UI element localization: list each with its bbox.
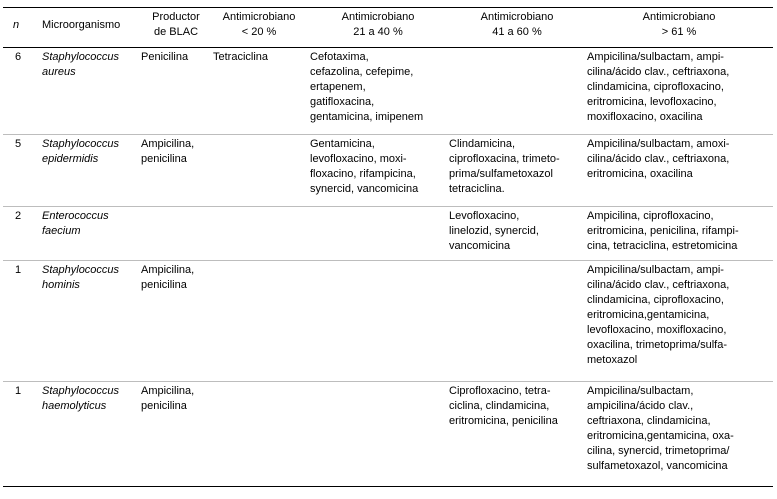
cell-producer: Penicilina	[141, 51, 189, 63]
header-anti-gt61: Antimicrobiano > 61 %	[642, 11, 716, 38]
cell-anti-21-40: Cefotaxima, cefazolina, cefepime, ertapenem, gatifloxacina, gentamicina, imipenem	[310, 51, 424, 123]
cell-microorganism: Enterococcus faecium	[42, 210, 109, 237]
cell-anti-gt61: Ampicilina, ciprofloxacino, eritromicina, penicilina, rifampi- cina, tetraciclina, estretomicina	[587, 210, 739, 252]
cell-n: 1	[15, 385, 22, 397]
header-n: n	[13, 19, 20, 31]
header-anti-41-60: Antimicrobiano 41 a 60 %	[480, 11, 554, 38]
cell-anti-41-60: Levofloxacino, linelozid, synercid, vancomicina	[449, 210, 539, 252]
table-row	[3, 260, 773, 381]
cell-microorganism: Staphylococcus haemolyticus	[42, 385, 120, 412]
cell-producer: Ampicilina, penicilina	[141, 138, 195, 165]
cell-anti-gt61: Ampicilina/sulbactam, ampi- cilina/ácido clav., ceftriaxona, clindamicina, ciprofloxacino, eritromicina,gentamicina, levofloxacino, moxifloxacino, oxacilina, trimetoprima/sulfa- metoxazol	[587, 264, 730, 366]
cell-anti-gt61: Ampicilina/sulbactam, ampicilina/ácido clav., ceftriaxona, clindamicina, eritromicina,gentamicina, oxa- cilina, synercid, trimetoprima/ sulfametoxazol, vancomicina	[587, 385, 734, 472]
cell-anti-41-60: Ciprofloxacino, tetra- ciclina, clindamicina, eritromicina, penicilina	[449, 385, 558, 427]
cell-microorganism: Staphylococcus hominis	[42, 264, 120, 291]
table-row	[3, 134, 773, 206]
table-header	[3, 7, 773, 46]
table-row	[3, 381, 773, 485]
cell-microorganism: Staphylococcus aureus	[42, 51, 120, 78]
header-microorganism: Microorganismo	[42, 19, 121, 31]
cell-n: 2	[15, 210, 22, 222]
cell-n: 1	[15, 264, 22, 276]
header-producer: Productor de BLAC	[152, 11, 200, 38]
cell-anti-gt61: Ampicilina/sulbactam, ampi- cilina/ácido clav., ceftriaxona, clindamicina, ciprofloxacino, eritromicina, levofloxacino, moxifloxacino, oxacilina	[587, 51, 730, 123]
cell-microorganism: Staphylococcus epidermidis	[42, 138, 120, 165]
cell-anti-gt61: Ampicilina/sulbactam, amoxi- cilina/ácido clav., ceftriaxona, eritromicina, oxacilina	[587, 138, 730, 180]
header-anti-21-40: Antimicrobiano 21 a 40 %	[341, 11, 415, 38]
cell-n: 5	[15, 138, 22, 150]
table-bottom-rule	[3, 486, 773, 487]
header-anti-lt20: Antimicrobiano < 20 %	[222, 11, 296, 38]
cell-anti-41-60: Clindamicina, ciprofloxacina, trimeto- prima/sulfametoxazol tetraciclina.	[449, 138, 560, 195]
table-row	[3, 47, 773, 133]
cell-producer: Ampicilina, penicilina	[141, 264, 195, 291]
cell-anti-lt20: Tetraciclina	[213, 51, 269, 63]
cell-n: 6	[15, 51, 22, 63]
cell-anti-21-40: Gentamicina, levofloxacino, moxi- floxacino, rifampicina, synercid, vancomicina	[310, 138, 419, 195]
table-row	[3, 206, 773, 260]
cell-producer: Ampicilina, penicilina	[141, 385, 195, 412]
